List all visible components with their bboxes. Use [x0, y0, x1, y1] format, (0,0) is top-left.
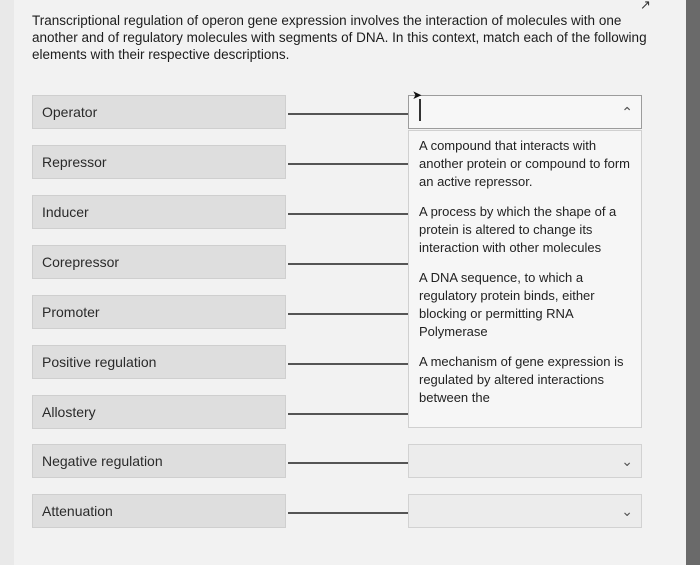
term-promoter: Promoter: [32, 295, 286, 329]
scrollbar[interactable]: [686, 0, 700, 565]
connector-line: [288, 313, 408, 315]
answer-dropdown-list[interactable]: [408, 130, 642, 428]
term-allostery: Allostery: [32, 395, 286, 429]
left-window-edge: [0, 0, 15, 565]
answer-select-operator[interactable]: [408, 95, 642, 129]
connector-line: [288, 363, 408, 365]
connector-line: [288, 413, 408, 415]
chevron-down-icon: ⌄: [621, 453, 633, 469]
connector-line: [288, 263, 408, 265]
connector-line: [288, 113, 408, 115]
connector-line: [288, 213, 408, 215]
answer-select-attenuation[interactable]: [408, 494, 642, 528]
dropdown-option[interactable]: A mechanism of gene expression is regulated by altered interactions between the: [419, 354, 624, 405]
term-repressor: Repressor: [32, 145, 286, 179]
connector-line: [288, 512, 408, 514]
term-operator: Operator: [32, 95, 286, 129]
chevron-up-icon: ⌃: [621, 104, 633, 120]
text-caret: [419, 99, 421, 121]
term-positive-regulation: Positive regulation: [32, 345, 286, 379]
answer-select-negative-regulation[interactable]: [408, 444, 642, 478]
expand-arrow-icon[interactable]: ↗: [640, 0, 651, 12]
connector-line: [288, 462, 408, 464]
term-corepressor: Corepressor: [32, 245, 286, 279]
mouse-pointer-icon: ➤: [412, 88, 423, 102]
chevron-down-icon: ⌄: [621, 503, 633, 519]
dropdown-option[interactable]: A DNA sequence, to which a regulatory protein binds, either blocking or permitting RNA Polymerase: [419, 270, 595, 339]
connector-line: [288, 163, 408, 165]
dropdown-option[interactable]: A compound that interacts with another protein or compound to form an active repressor.: [419, 138, 631, 189]
question-instructions: Transcriptional regulation of operon gene expression involves the interaction of molecules with one another and of regulatory molecules with segments of DNA. In this context, match each of the following elements with their respective descriptions.: [32, 13, 647, 62]
dropdown-option[interactable]: A process by which the shape of a protein is altered to change its interaction with other molecules: [419, 204, 617, 255]
term-inducer: Inducer: [32, 195, 286, 229]
term-attenuation: Attenuation: [32, 494, 286, 528]
term-negative-regulation: Negative regulation: [32, 444, 286, 478]
